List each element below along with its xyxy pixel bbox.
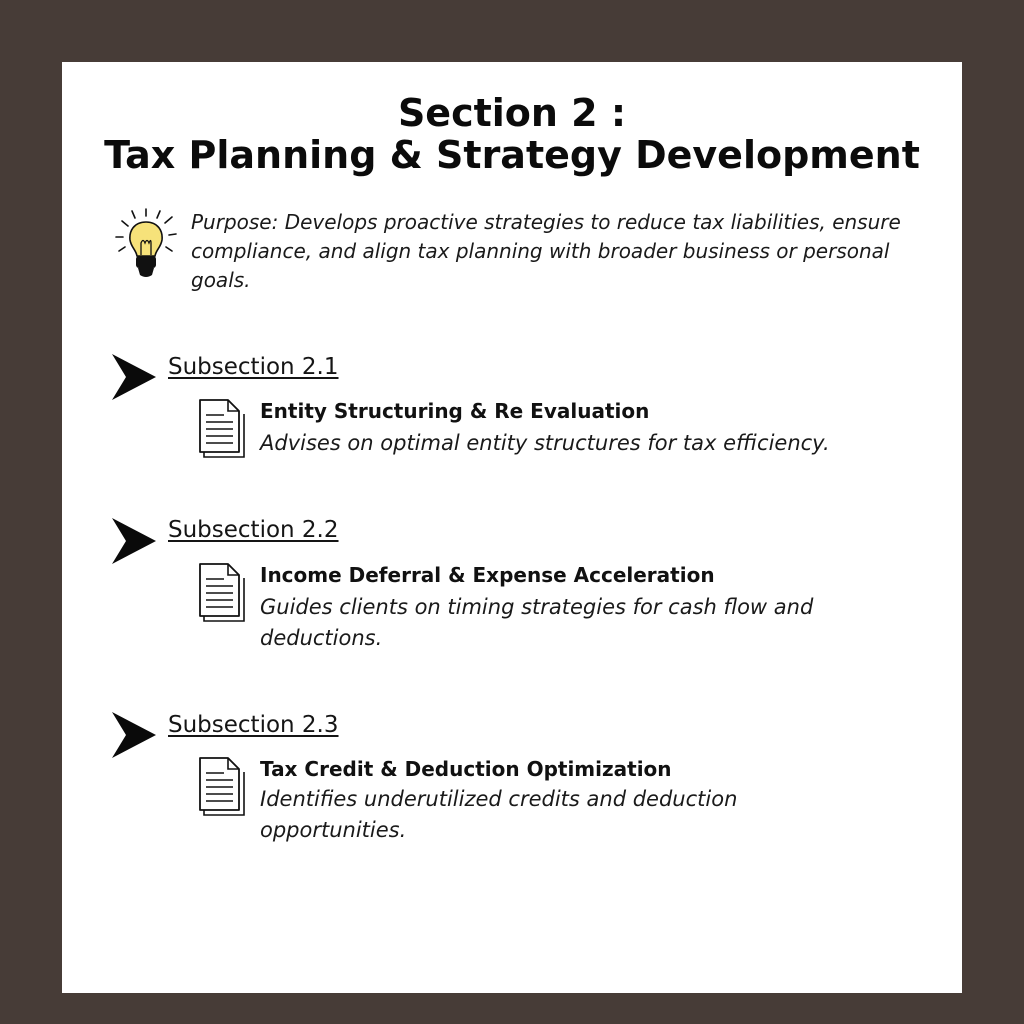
- document-icon: [198, 562, 246, 624]
- content-card: [62, 62, 962, 993]
- item-title: Entity Structuring & Re Evaluation: [260, 399, 650, 423]
- document-icon: [198, 398, 246, 460]
- item-description: Identifies underutilized credits and deduction opportunities.: [260, 787, 738, 842]
- item-description: Advises on optimal entity structures for tax efficiency.: [260, 431, 830, 455]
- item-title: Tax Credit & Deduction Optimization: [260, 757, 672, 781]
- subsection-label: Subsection 2.2: [168, 517, 339, 543]
- page-title: [62, 92, 962, 176]
- arrow-right-icon: [112, 518, 156, 564]
- title-line-2: Tax Planning & Strategy Development: [104, 133, 920, 177]
- arrow-right-icon: [112, 712, 156, 758]
- item-description: Guides clients on timing strategies for cash flow and deductions.: [260, 595, 814, 650]
- purpose-text: Purpose: Develops proactive strategies to reduce tax liabilities, ensure compliance, and align tax planning with broader business or personal goals.: [191, 210, 901, 292]
- title-line-1: Section 2 :: [397, 91, 627, 135]
- item-title: Income Deferral & Expense Acceleration: [260, 563, 715, 587]
- document-icon: [198, 756, 246, 818]
- arrow-right-icon: [112, 354, 156, 400]
- lightbulb-icon: [114, 207, 178, 287]
- subsection-label: Subsection 2.1: [168, 354, 339, 380]
- subsection-label: Subsection 2.3: [168, 712, 339, 738]
